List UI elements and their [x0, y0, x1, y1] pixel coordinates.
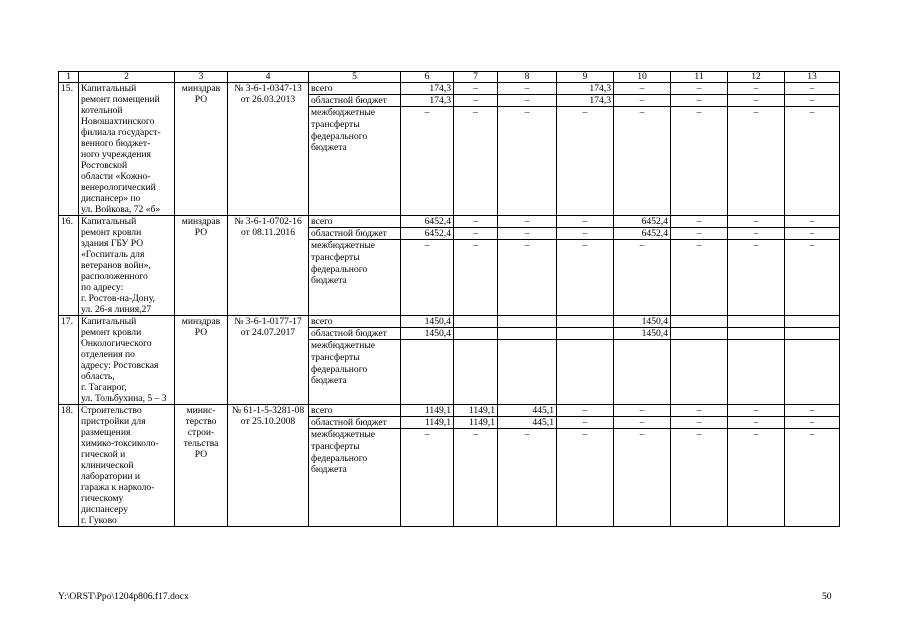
value-cell [557, 316, 614, 328]
value-cell: 1149,1 [454, 417, 498, 429]
value-cell [785, 340, 840, 405]
value-cell: – [785, 228, 840, 240]
value-cell: – [498, 83, 557, 95]
value-cell [728, 316, 785, 328]
value-cell: 174,3 [557, 83, 614, 95]
value-cell: – [498, 107, 557, 216]
page-number: 50 [822, 591, 832, 602]
indicator-regional: областной бюджет [309, 328, 401, 340]
value-cell: – [557, 405, 614, 417]
value-cell: 1450,4 [614, 328, 671, 340]
indicator-federal: межбюджетные трансферты федерального бюджета [309, 340, 401, 405]
value-cell: 1450,4 [401, 316, 454, 328]
col-header: 6 [401, 72, 454, 83]
col-header: 11 [671, 72, 728, 83]
value-cell [454, 328, 498, 340]
value-cell: 445,1 [498, 417, 557, 429]
table-row-total [59, 216, 840, 228]
item-customer: минис- терство строи- тельства РО [175, 405, 228, 527]
item-number: 18. [59, 405, 79, 527]
item-document: № 3-6-1-0702-16 от 08.11.2016 [228, 216, 309, 316]
value-cell: – [454, 216, 498, 228]
col-header: 8 [498, 72, 557, 83]
item-customer: минздрав РО [175, 316, 228, 405]
value-cell: – [785, 95, 840, 107]
value-cell [557, 328, 614, 340]
value-cell: 6452,4 [401, 216, 454, 228]
table-row-total [59, 405, 840, 417]
value-cell: – [728, 417, 785, 429]
indicator-federal: межбюджетные трансферты федерального бюджета [309, 107, 401, 216]
item-name: Капитальный ремонт кровли Онкологического отделения по адресу: Ростовская область, г. Таганрог, ул. Тольбухина, 5 – 3 [79, 316, 175, 405]
value-cell: – [728, 228, 785, 240]
value-cell: – [557, 240, 614, 316]
value-cell: – [614, 405, 671, 417]
value-cell: – [498, 240, 557, 316]
value-cell: – [671, 417, 728, 429]
value-cell: – [728, 405, 785, 417]
value-cell [671, 328, 728, 340]
col-header: 9 [557, 72, 614, 83]
value-cell: – [614, 95, 671, 107]
value-cell: – [557, 417, 614, 429]
value-cell: – [785, 107, 840, 216]
value-cell: – [728, 240, 785, 316]
indicator-total: всего [309, 216, 401, 228]
item-number: 16. [59, 216, 79, 316]
value-cell: – [454, 95, 498, 107]
value-cell: – [498, 429, 557, 527]
indicator-total: всего [309, 316, 401, 328]
value-cell: – [498, 95, 557, 107]
value-cell [557, 340, 614, 405]
value-cell: – [671, 405, 728, 417]
value-cell: – [671, 95, 728, 107]
item-document: № 61-1-5-3281-08 от 25.10.2008 [228, 405, 309, 527]
value-cell: – [671, 83, 728, 95]
column-number-row [59, 72, 840, 83]
value-cell: – [614, 83, 671, 95]
value-cell: 1149,1 [401, 405, 454, 417]
value-cell: 445,1 [498, 405, 557, 417]
value-cell: – [557, 216, 614, 228]
table-row-total [59, 83, 840, 95]
value-cell: – [728, 429, 785, 527]
col-header: 3 [175, 72, 228, 83]
value-cell [498, 316, 557, 328]
value-cell: 1149,1 [454, 405, 498, 417]
value-cell [785, 316, 840, 328]
item-number: 17. [59, 316, 79, 405]
value-cell [401, 340, 454, 405]
col-header: 7 [454, 72, 498, 83]
value-cell: – [785, 429, 840, 527]
value-cell: – [454, 429, 498, 527]
value-cell: 6452,4 [614, 228, 671, 240]
value-cell: – [614, 240, 671, 316]
value-cell: – [785, 405, 840, 417]
value-cell: – [728, 107, 785, 216]
value-cell: 6452,4 [614, 216, 671, 228]
value-cell: – [614, 429, 671, 527]
value-cell: – [728, 95, 785, 107]
item-name: Строительство пристройки для размещения химико-токсиколо- гической и клинической лаборатории и гаража к нарколо- гическому диспансеру г. Гуково [79, 405, 175, 527]
value-cell: – [671, 429, 728, 527]
value-cell: – [557, 228, 614, 240]
item-document: № 3-6-1-0347-13 от 26.03.2013 [228, 83, 309, 216]
value-cell [454, 340, 498, 405]
value-cell: – [728, 216, 785, 228]
value-cell: – [401, 240, 454, 316]
value-cell: – [671, 216, 728, 228]
indicator-federal: межбюджетные трансферты федерального бюджета [309, 429, 401, 527]
value-cell: – [557, 107, 614, 216]
col-header: 4 [228, 72, 309, 83]
value-cell [454, 316, 498, 328]
col-header: 10 [614, 72, 671, 83]
col-header: 12 [728, 72, 785, 83]
value-cell: – [671, 228, 728, 240]
value-cell: 174,3 [401, 83, 454, 95]
footer-file-path: Y:\ORST\Ppo\1204p806.f17.docx [58, 591, 189, 602]
item-customer: минздрав РО [175, 83, 228, 216]
value-cell: – [671, 240, 728, 316]
indicator-regional: областной бюджет [309, 95, 401, 107]
col-header: 2 [79, 72, 175, 83]
value-cell [498, 328, 557, 340]
value-cell [785, 328, 840, 340]
value-cell: 174,3 [557, 95, 614, 107]
value-cell: – [401, 429, 454, 527]
indicator-federal: межбюджетные трансферты федерального бюджета [309, 240, 401, 316]
value-cell: – [498, 216, 557, 228]
value-cell: – [498, 228, 557, 240]
value-cell: 174,3 [401, 95, 454, 107]
col-header: 1 [59, 72, 79, 83]
value-cell: – [671, 107, 728, 216]
indicator-total: всего [309, 405, 401, 417]
table-row-total [59, 316, 840, 328]
value-cell: – [454, 240, 498, 316]
value-cell: – [785, 417, 840, 429]
value-cell: 1149,1 [401, 417, 454, 429]
value-cell: – [785, 83, 840, 95]
item-number: 15. [59, 83, 79, 216]
table-body [59, 72, 840, 527]
item-document: № 3-6-1-0177-17 от 24.07.2017 [228, 316, 309, 405]
value-cell: 1450,4 [614, 316, 671, 328]
value-cell [728, 340, 785, 405]
value-cell [671, 316, 728, 328]
value-cell [728, 328, 785, 340]
indicator-regional: областной бюджет [309, 228, 401, 240]
value-cell: 6452,4 [401, 228, 454, 240]
item-customer: минздрав РО [175, 216, 228, 316]
budget-table [58, 71, 840, 527]
col-header: 5 [309, 72, 401, 83]
value-cell [614, 340, 671, 405]
indicator-regional: областной бюджет [309, 417, 401, 429]
value-cell: – [454, 228, 498, 240]
value-cell: – [401, 107, 454, 216]
value-cell [671, 340, 728, 405]
item-name: Капитальный ремонт помещений котельной Новошахтинского филиала государст- венного бюджет- ного учреждения Ростовской области «Кожно- венерологический диспансер» по ул. Войкова, 72 «б» [79, 83, 175, 216]
value-cell: – [728, 83, 785, 95]
value-cell: – [454, 107, 498, 216]
value-cell: – [614, 107, 671, 216]
value-cell: – [785, 216, 840, 228]
value-cell: – [557, 429, 614, 527]
value-cell: – [785, 240, 840, 316]
value-cell: – [454, 83, 498, 95]
indicator-total: всего [309, 83, 401, 95]
col-header: 13 [785, 72, 840, 83]
item-name: Капитальный ремонт кровли здания ГБУ РО «Госпиталь для ветеранов войн», расположенного по адресу: г. Ростов-на-Дону, ул. 26-я линия,27 [79, 216, 175, 316]
value-cell: – [614, 417, 671, 429]
value-cell [498, 340, 557, 405]
value-cell: 1450,4 [401, 328, 454, 340]
